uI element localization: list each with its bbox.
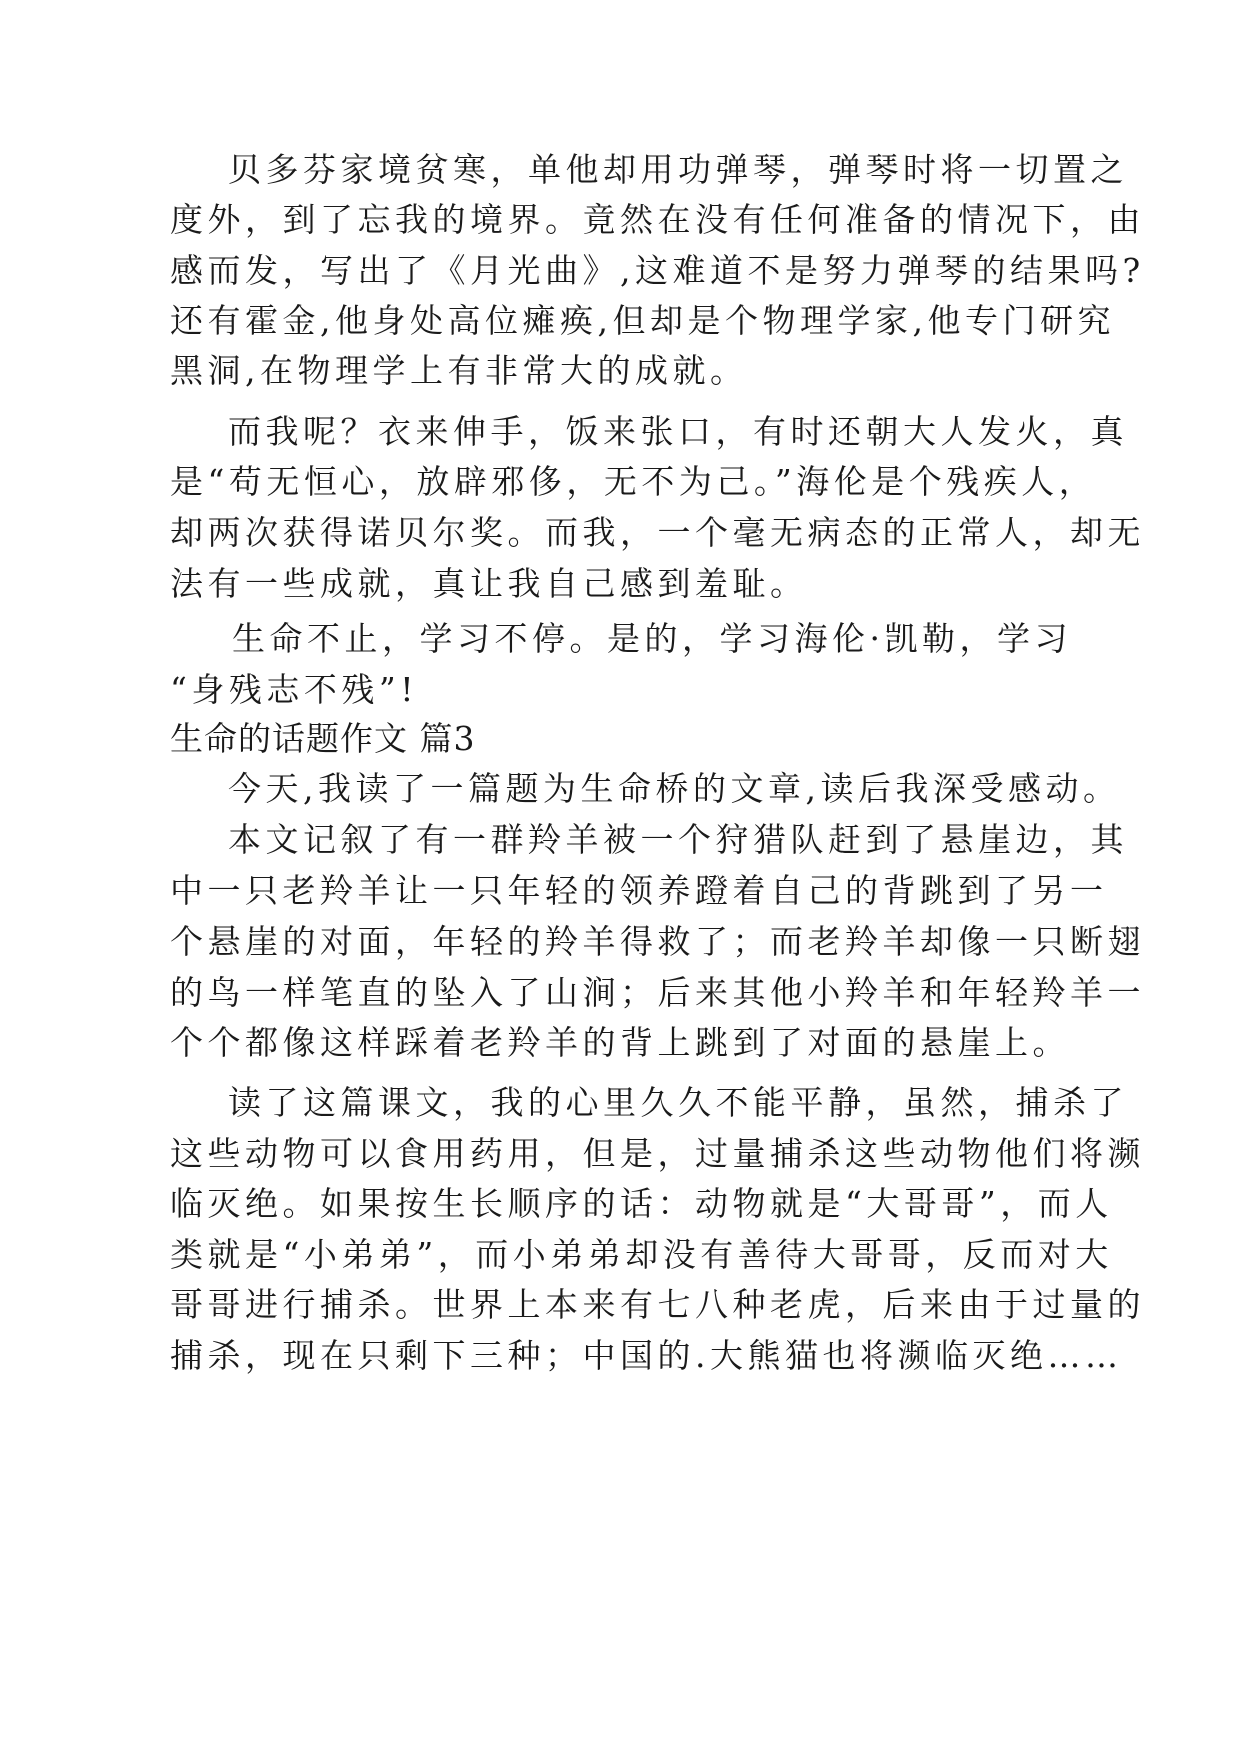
paragraph-line: 是“苟无恒心，放辟邪侈，无不为己。”海伦是个残疾人， <box>170 462 1097 501</box>
section-heading: 生命的话题作文 篇3 <box>170 719 476 758</box>
paragraph-line: 今天,我读了一篇题为生命桥的文章,读后我深受感动。 <box>228 769 1121 808</box>
paragraph-line: 法有一些成就，真让我自己感到羞耻。 <box>170 564 808 603</box>
paragraph-line: 这些动物可以食用药用，但是，过量捕杀这些动物他们将濒 <box>170 1134 1145 1173</box>
paragraph-line: 本文记叙了有一群羚羊被一个狩猎队赶到了悬崖边，其 <box>228 820 1128 859</box>
paragraph-line: 哥哥进行捕杀。世界上本来有七八种老虎，后来由于过量的 <box>170 1285 1145 1324</box>
paragraph-line: 却两次获得诺贝尔奖。而我，一个毫无病态的正常人，却无 <box>170 513 1145 552</box>
paragraph-line: 度外，到了忘我的境界。竟然在没有任何准备的情况下，由 <box>170 200 1145 239</box>
paragraph-line: 中一只老羚羊让一只年轻的领养蹬着自己的背跳到了另一 <box>170 871 1108 910</box>
paragraph-line: 个个都像这样踩着老羚羊的背上跳到了对面的悬崖上。 <box>170 1023 1070 1062</box>
paragraph-line: 生命不止，学习不停。是的，学习海伦·凯勒，学习 <box>232 619 1072 658</box>
paragraph-line: 而我呢？衣来伸手，饭来张口，有时还朝大人发火，真 <box>228 412 1128 451</box>
paragraph-line: 黑洞,在物理学上有非常大的成就。 <box>170 351 748 390</box>
paragraph-line: 贝多芬家境贫寒，单他却用功弹琴，弹琴时将一切置之 <box>228 150 1128 189</box>
paragraph-line: 读了这篇课文，我的心里久久不能平静，虽然，捕杀了 <box>228 1083 1128 1122</box>
paragraph-line: 的鸟一样笔直的坠入了山涧；后来其他小羚羊和年轻羚羊一 <box>170 973 1145 1012</box>
paragraph-line: 捕杀，现在只剩下三种；中国的.大熊猫也将濒临灭绝…… <box>170 1336 1123 1375</box>
paragraph-line: “身残志不残”! <box>170 670 419 709</box>
paragraph-line: 还有霍金,他身处高位瘫痪,但却是个物理学家,他专门研究 <box>170 301 1115 340</box>
paragraph-line: 感而发，写出了《月光曲》,这难道不是努力弹琴的结果吗? <box>170 251 1145 290</box>
paragraph-line: 个悬崖的对面，年轻的羚羊得救了；而老羚羊却像一只断翅 <box>170 922 1145 961</box>
paragraph-line: 类就是“小弟弟”，而小弟弟却没有善待大哥哥，反而对大 <box>170 1235 1113 1274</box>
paragraph-line: 临灭绝。如果按生长顺序的话：动物就是“大哥哥”，而人 <box>170 1184 1113 1223</box>
